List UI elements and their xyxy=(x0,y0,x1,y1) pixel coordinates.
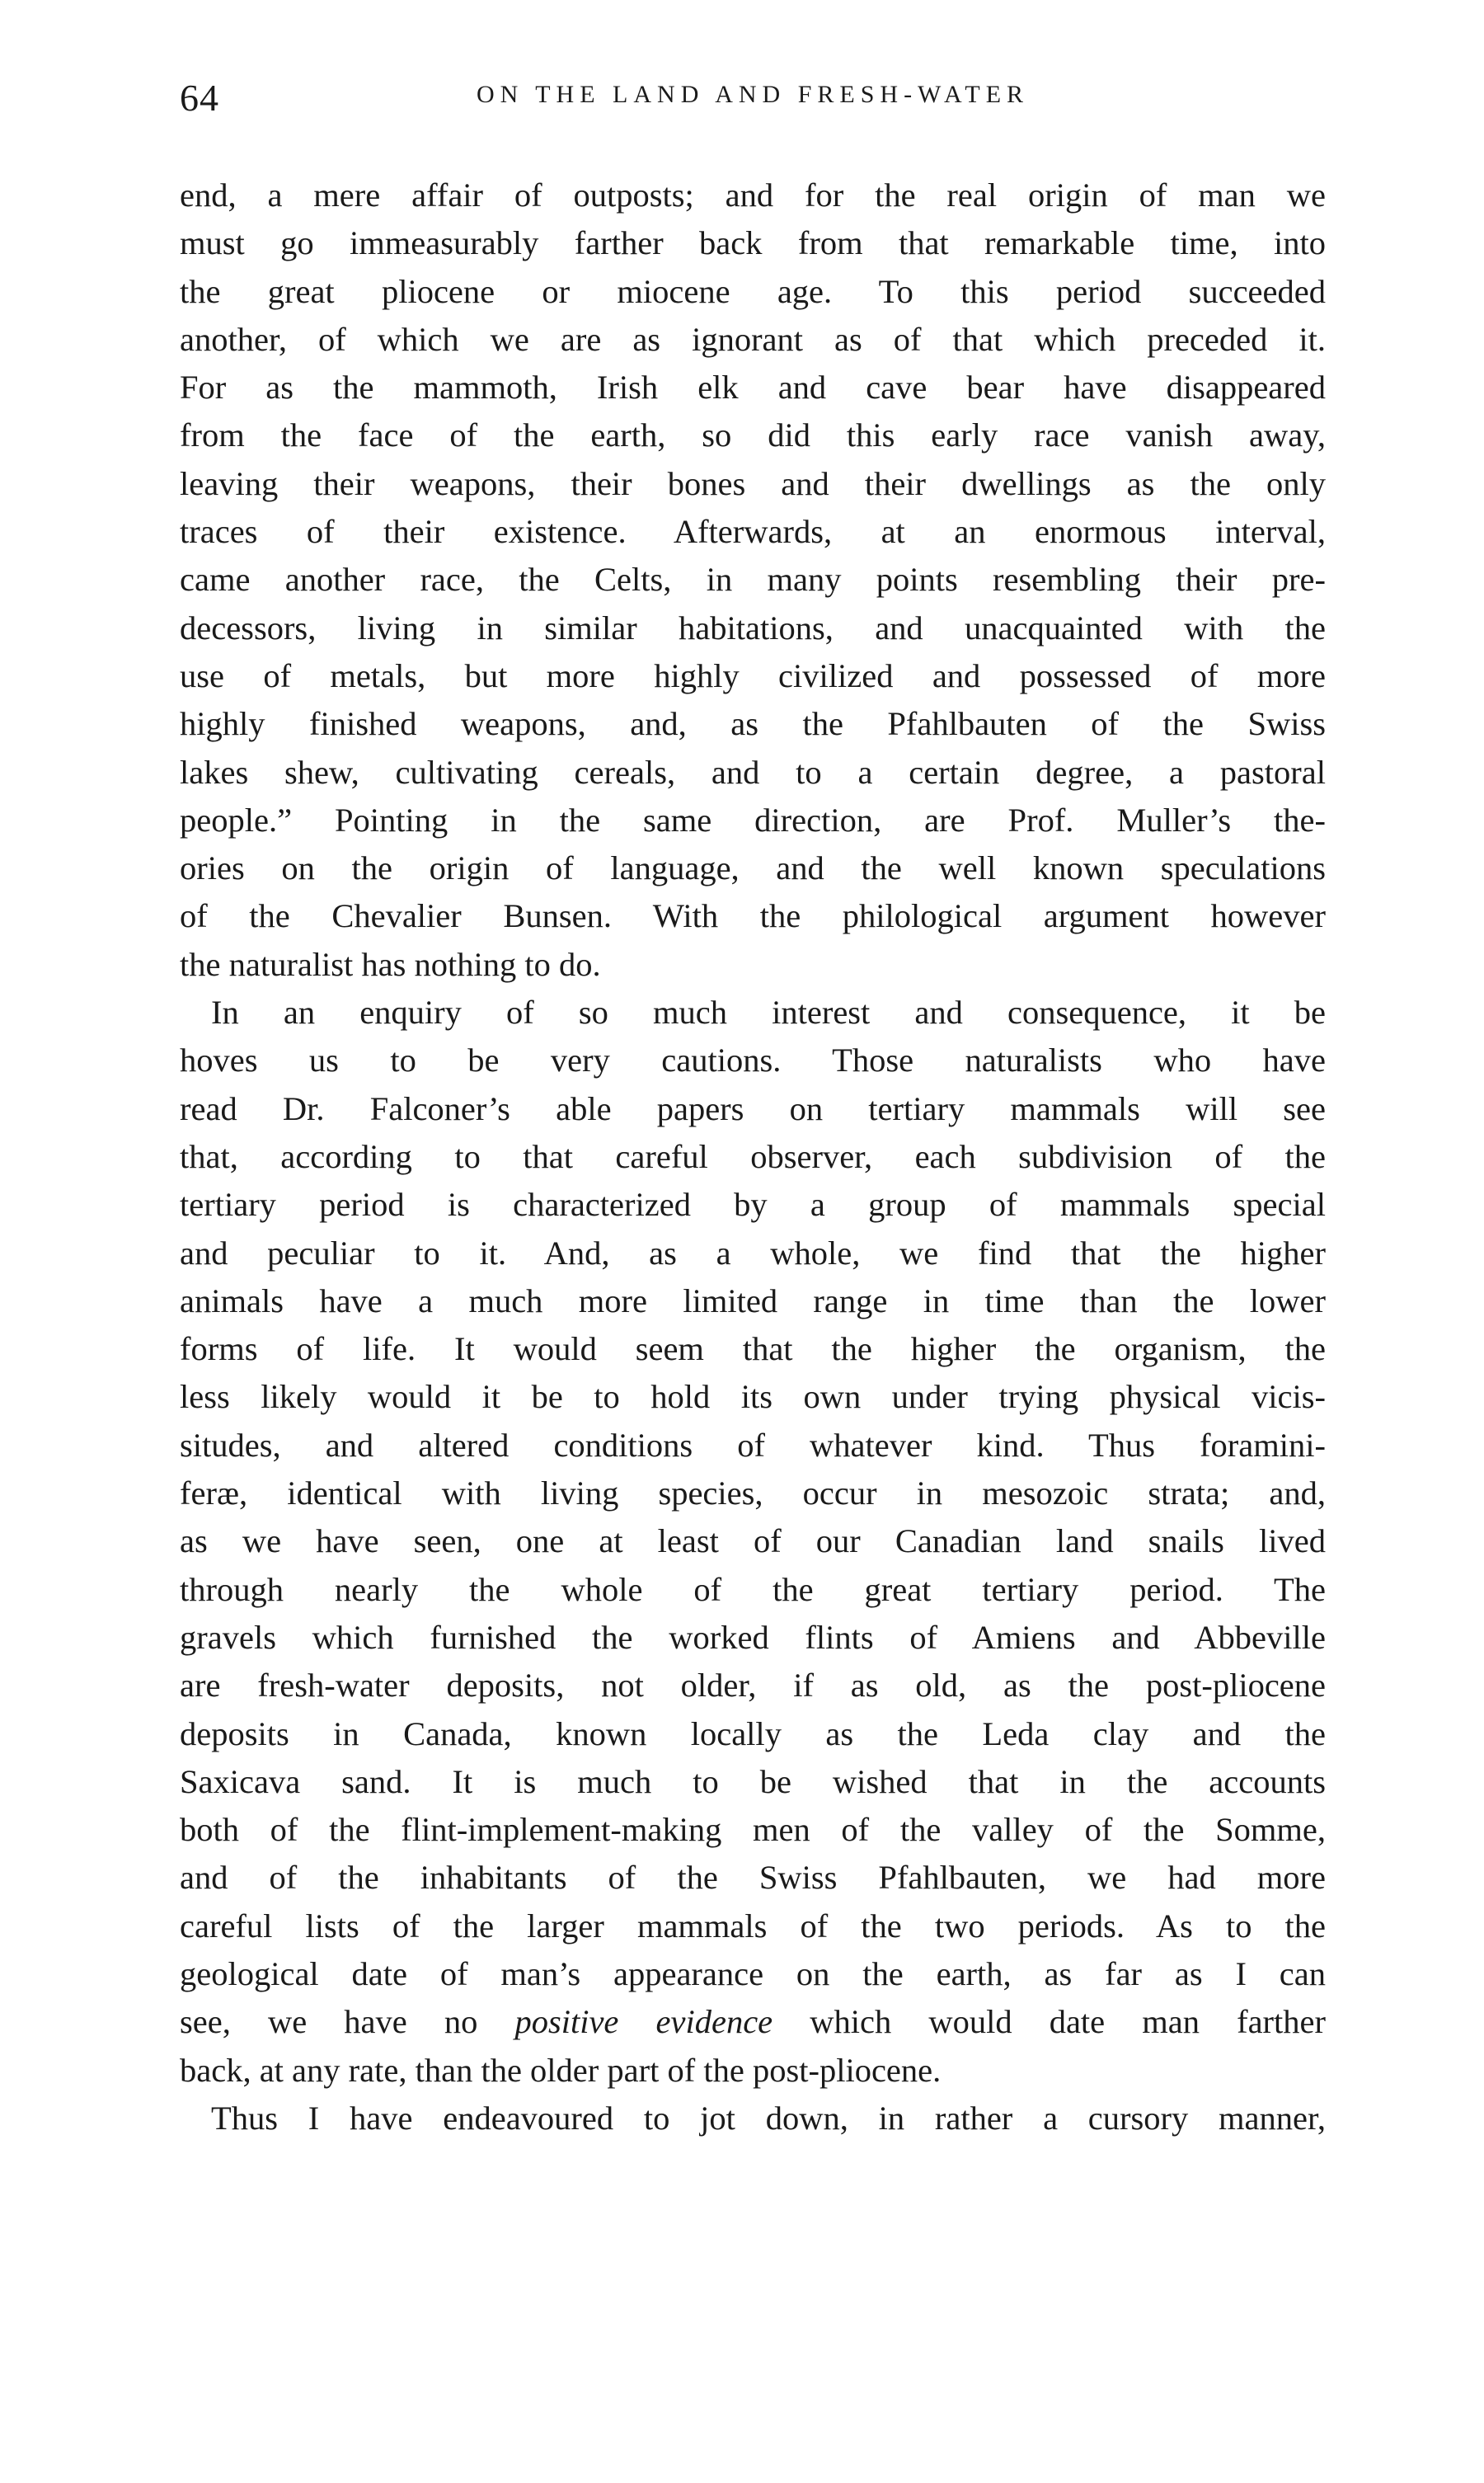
text-line: another, of which we are as ignorant as of that which preceded it. xyxy=(180,320,1326,358)
text-line: hoves us to be very cautions. Those naturalists who have xyxy=(180,1042,1326,1079)
text-line: Saxicava sand. It is much to be wished that in the accounts xyxy=(180,1762,1326,1800)
running-title: ON THE LAND AND FRESH-WATER xyxy=(476,81,1030,108)
body-text xyxy=(180,172,1326,2142)
text-line: lakes shew, cultivating cereals, and to a certain degree, a pastoral xyxy=(180,753,1326,791)
text-line: forms of life. It would seem that the higher the organism, the xyxy=(180,1330,1326,1368)
emphasized-text: positive evidence xyxy=(514,2003,773,2041)
text-line: careful lists of the larger mammals of the two periods. As to the xyxy=(180,1907,1326,1945)
text-line: that, according to that careful observer, each subdivision of the xyxy=(180,1137,1326,1175)
text-segment: see, we have no xyxy=(180,2003,478,2041)
text-line: highly finished weapons, and, as the Pfahlbauten of the Swiss xyxy=(180,705,1326,743)
paragraph-end-line: the naturalist has nothing to do. xyxy=(180,945,601,983)
text-line: geological date of man’s appearance on the earth, as far as I can xyxy=(180,1954,1326,1992)
text-line: both of the flint-implement-making men of the valley of the Somme, xyxy=(180,1811,1326,1849)
text-line: traces of their existence. Afterwards, at an enormous interval, xyxy=(180,513,1326,551)
text-line: and peculiar to it. And, as a whole, we find that the higher xyxy=(180,1234,1326,1272)
page-header xyxy=(180,76,1326,125)
text-line: must go immeasurably farther back from that remarkable time, into xyxy=(180,224,1326,262)
text-line: For as the mammoth, Irish elk and cave bear have disappeared xyxy=(180,369,1326,407)
page-number: 64 xyxy=(180,77,219,119)
text-line: of the Chevalier Bunsen. With the philological argument however xyxy=(180,897,1326,935)
text-line: came another race, the Celts, in many points resembling their pre- xyxy=(180,561,1326,599)
text-line: gravels which furnished the worked flints of Amiens and Abbeville xyxy=(180,1618,1326,1656)
text-line: use of metals, but more highly civilized and possessed of more xyxy=(180,656,1326,694)
text-line: as we have seen, one at least of our Canadian land snails lived xyxy=(180,1522,1326,1560)
text-line: ories on the origin of language, and the well known speculations xyxy=(180,849,1326,887)
text-line: the great pliocene or miocene age. To this period succeeded xyxy=(180,272,1326,310)
paragraph-start-line: In an enquiry of so much interest and consequence, it be xyxy=(211,994,1326,1032)
text-line: are fresh-water deposits, not older, if as old, as the post-pliocene xyxy=(180,1667,1326,1705)
text-line: from the face of the earth, so did this early race vanish away, xyxy=(180,416,1326,454)
text-line: less likely would it be to hold its own under trying physical vicis- xyxy=(180,1378,1326,1416)
text-line: feræ, identical with living species, occur in mesozoic strata; and, xyxy=(180,1474,1326,1512)
text-line: situdes, and altered conditions of whatever kind. Thus foramini- xyxy=(180,1426,1326,1464)
paragraph-start-line: Thus I have endeavoured to jot down, in rather a cursory manner, xyxy=(211,2099,1326,2137)
text-line: people.” Pointing in the same direction, are Prof. Muller’s the- xyxy=(180,801,1326,839)
text-line-with-emphasis xyxy=(180,1998,1326,2046)
text-line: read Dr. Falconer’s able papers on tertiary mammals will see xyxy=(180,1089,1326,1127)
text-line: deposits in Canada, known locally as the Leda clay and the xyxy=(180,1714,1326,1752)
paragraph-end-line: back, at any rate, than the older part of the post-pliocene. xyxy=(180,2051,942,2089)
text-line: animals have a much more limited range in time than the lower xyxy=(180,1281,1326,1319)
text-line: leaving their weapons, their bones and their dwellings as the only xyxy=(180,464,1326,502)
text-line: decessors, living in similar habitations, and unacquainted with the xyxy=(180,609,1326,647)
text-line: end, a mere affair of outposts; and for the real origin of man we xyxy=(180,176,1326,214)
text-line: through nearly the whole of the great tertiary period. The xyxy=(180,1570,1326,1608)
text-line: and of the inhabitants of the Swiss Pfahlbauten, we had more xyxy=(180,1859,1326,1897)
text-line: tertiary period is characterized by a group of mammals special xyxy=(180,1186,1326,1224)
text-segment: which would date man farther xyxy=(810,2003,1327,2041)
